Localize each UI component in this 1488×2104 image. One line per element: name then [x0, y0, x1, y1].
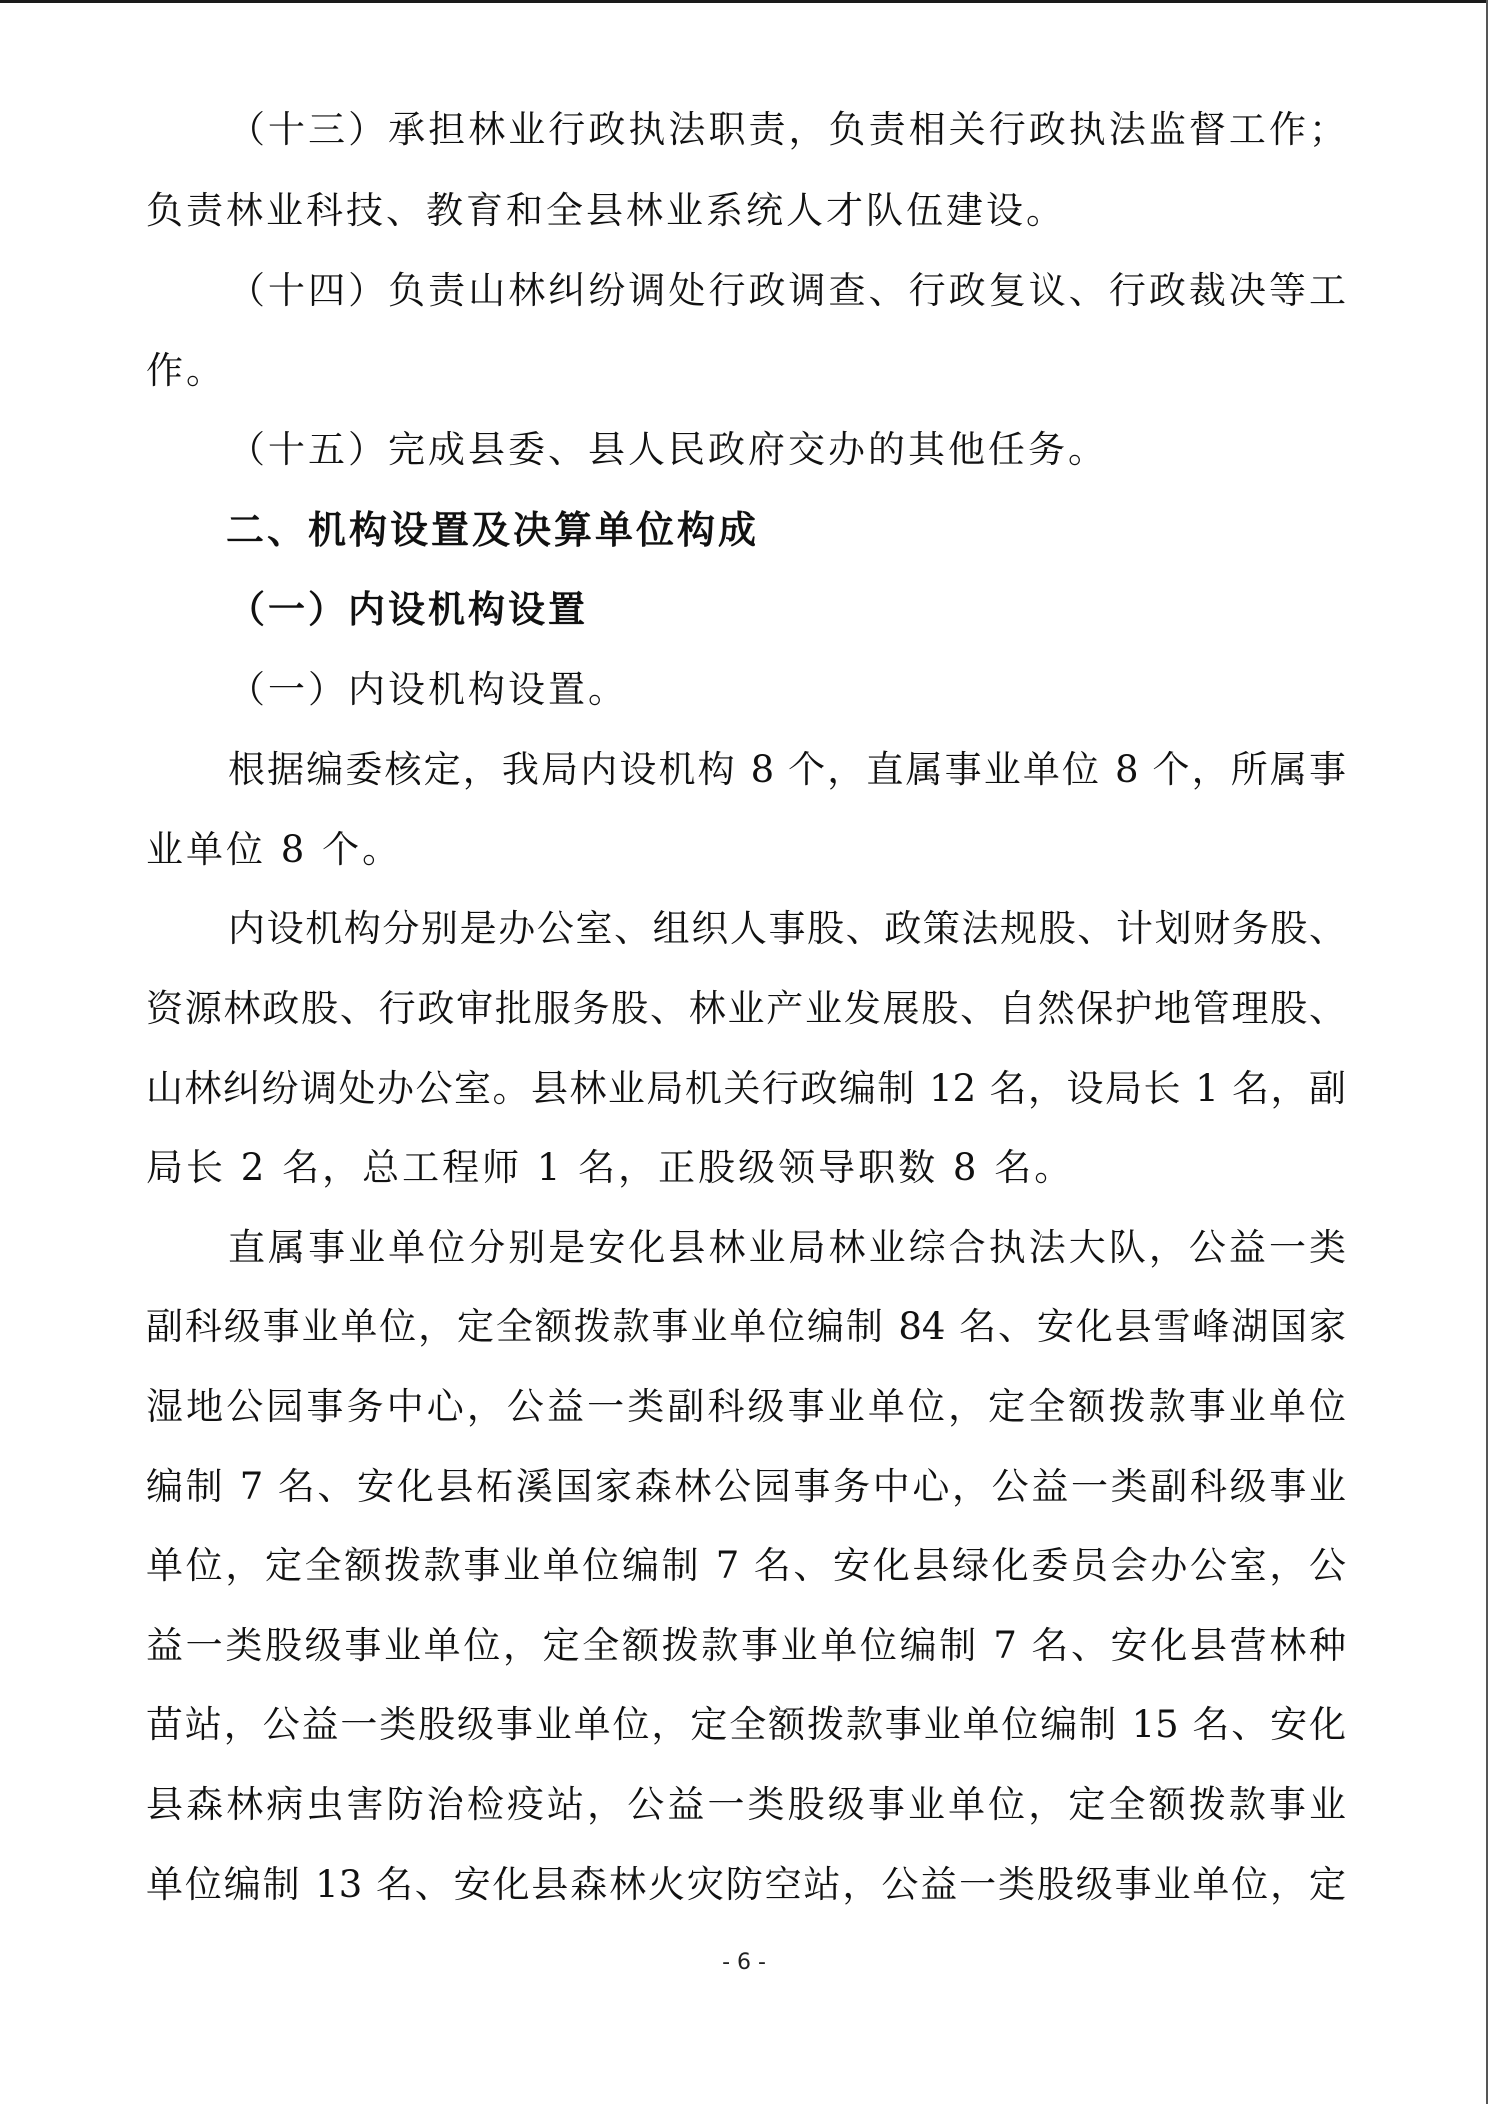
paragraph-line: 县森林病虫害防治检疫站，公益一类股级事业单位，定全额拨款事业 [146, 1783, 1346, 1826]
paragraph-line: 单位编制 13 名、安化县森林火灾防空站，公益一类股级事业单位，定 [146, 1863, 1346, 1906]
paragraph-line: 湿地公园事务中心，公益一类副科级事业单位，定全额拨款事业单位 [146, 1385, 1346, 1428]
paragraph-line: 副科级事业单位，定全额拨款事业单位编制 84 名、安化县雪峰湖国家 [146, 1305, 1346, 1348]
paragraph-line: 内设机构分别是办公室、组织人事股、政策法规股、计划财务股、 [228, 907, 1346, 950]
section-heading: 二、机构设置及决算单位构成 [226, 508, 760, 552]
page-number: - 6 - [722, 1950, 766, 1975]
paragraph-line: 局长 2 名，总工程师 1 名，正股级领导职数 8 名。 [146, 1146, 1075, 1189]
paragraph-line: （一）内设机构设置。 [228, 668, 628, 711]
paragraph-line: 单位，定全额拨款事业单位编制 7 名、安化县绿化委员会办公室，公 [146, 1544, 1346, 1587]
paragraph-line: 根据编委核定，我局内设机构 8 个，直属事业单位 8 个，所属事 [228, 748, 1346, 791]
paragraph-line: 直属事业单位分别是安化县林业局林业综合执法大队，公益一类 [228, 1226, 1346, 1269]
paragraph-line: 山林纠纷调处办公室。县林业局机关行政编制 12 名，设局长 1 名，副 [146, 1067, 1346, 1110]
paragraph-line: 编制 7 名、安化县柘溪国家森林公园事务中心，公益一类副科级事业 [146, 1465, 1346, 1508]
paragraph-line: 作。 [146, 349, 226, 392]
subsection-heading: （一）内设机构设置 [228, 588, 588, 631]
paragraph-line: 业单位 8 个。 [146, 828, 403, 871]
paragraph-line: 益一类股级事业单位，定全额拨款事业单位编制 7 名、安化县营林种 [146, 1624, 1346, 1667]
paragraph-line: （十四）负责山林纠纷调处行政调查、行政复议、行政裁决等工 [228, 269, 1346, 312]
paragraph-line: （十五）完成县委、县人民政府交办的其他任务。 [228, 428, 1108, 471]
page-top-border [0, 0, 1488, 3]
paragraph-line: 资源林政股、行政审批服务股、林业产业发展股、自然保护地管理股、 [146, 987, 1346, 1030]
paragraph-line: （十三）承担林业行政执法职责，负责相关行政执法监督工作； [228, 108, 1346, 151]
paragraph-line: 苗站，公益一类股级事业单位，定全额拨款事业单位编制 15 名、安化 [146, 1703, 1346, 1746]
paragraph-line: 负责林业科技、教育和全县林业系统人才队伍建设。 [146, 189, 1066, 232]
